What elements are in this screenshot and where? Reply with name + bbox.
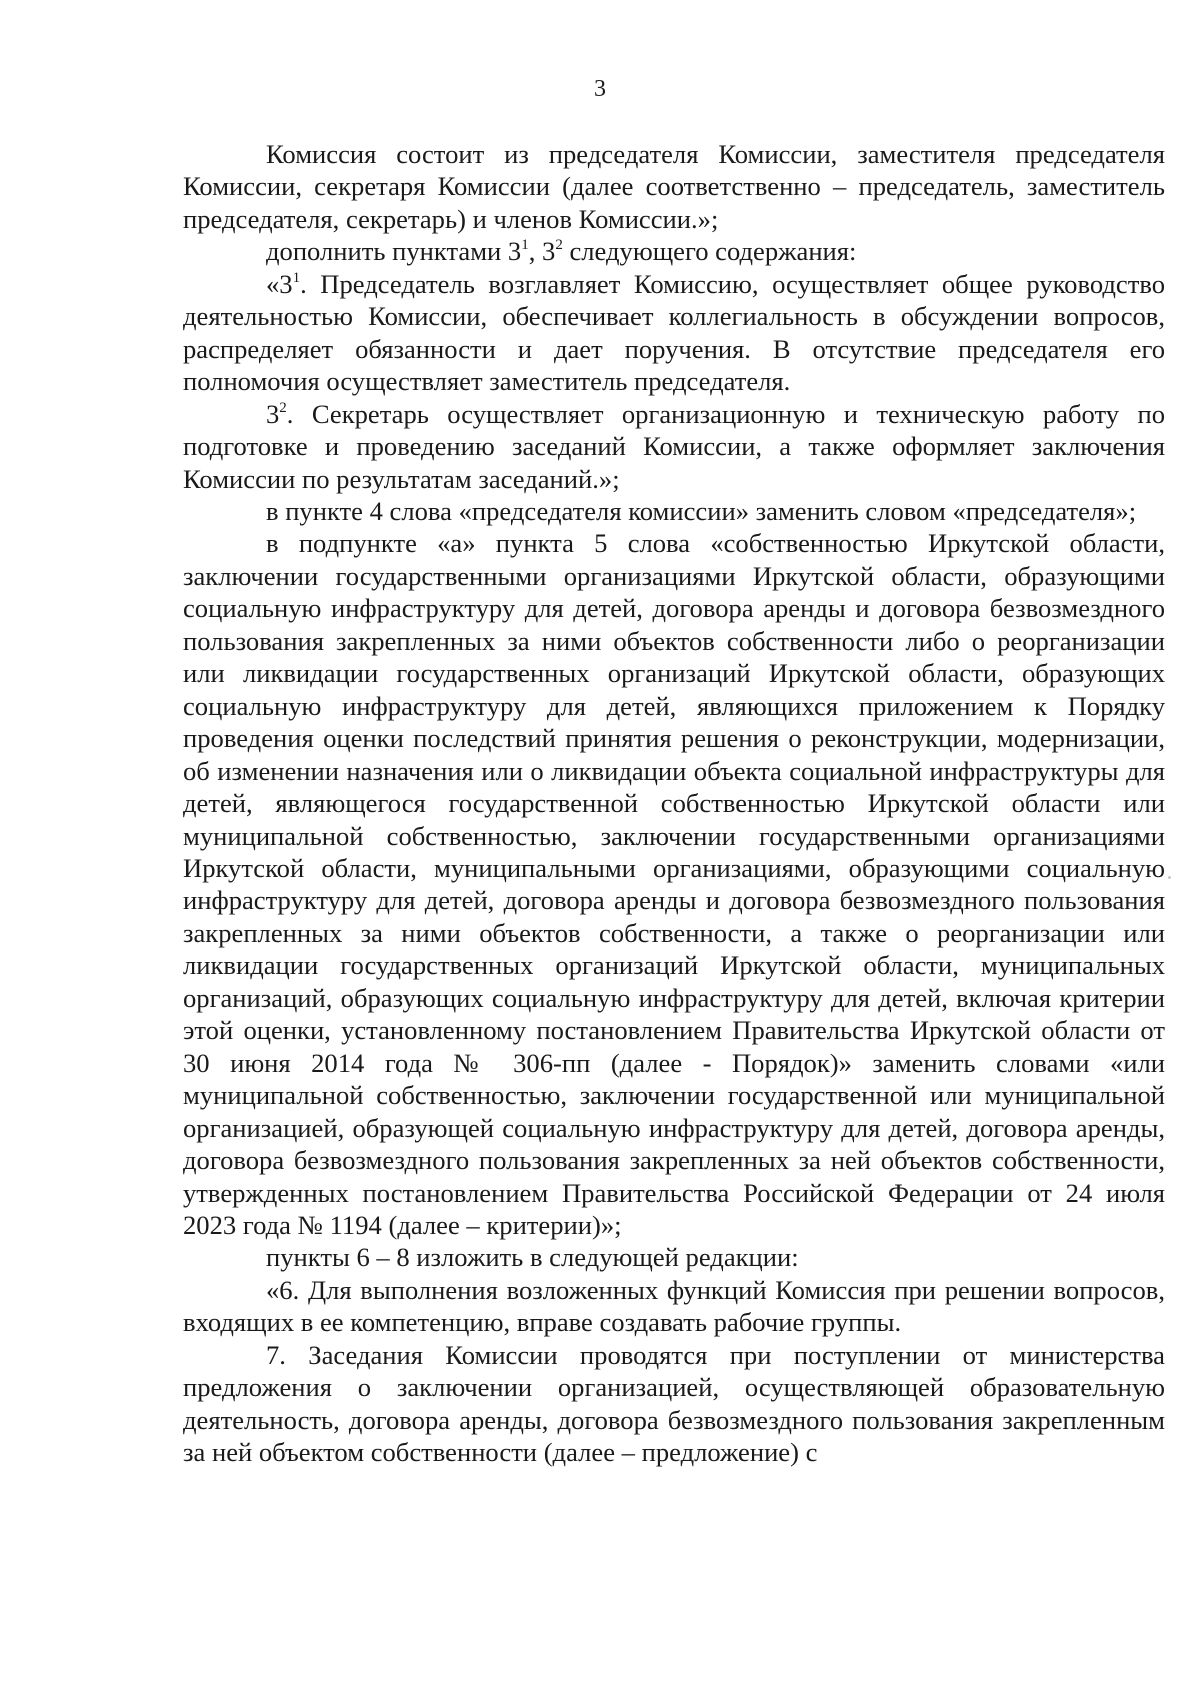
paragraph	[183, 1339, 1165, 1469]
paragraph	[183, 527, 1165, 1241]
paragraph-text: 7. Заседания Комиссии проводятся при поступлении от министерства предложения о заключении организацией, осуществляющей образовательную деятельность, договора аренды, договора безвозмездного пользования закрепленным за ней объектом собственности (далее – предложение) с	[183, 1339, 1165, 1468]
superscript-index: 2	[279, 399, 287, 416]
page-number: 3	[594, 76, 606, 102]
paragraph	[183, 1274, 1165, 1339]
paragraph	[183, 138, 1165, 235]
paragraph-text: , 3	[528, 236, 556, 267]
paragraph-text: «6. Для выполнения возложенных функций Комиссия при решении вопросов, входящих в ее компетенцию, вправе создавать рабочие группы.	[183, 1274, 1165, 1338]
paragraph	[183, 495, 1165, 527]
paragraph-text: . Секретарь осуществляет организационную и техническую работу по подготовке и проведению заседаний Комиссии, а также оформляет заключения Комиссии по результатам заседаний.»;	[183, 398, 1165, 494]
superscript-index: 1	[292, 269, 301, 286]
paragraph-text: следующего содержания:	[562, 236, 857, 267]
paragraph-text: в пункте 4 слова «председателя комиссии» заменить словом «председателя»;	[266, 495, 1137, 526]
paragraph	[183, 268, 1165, 398]
paragraph-text: Комиссия состоит из председателя Комиссии, заместителя председателя Комиссии, секретаря Комиссии (далее соответственно – председатель, заместитель председателя, секретарь) и членов Комиссии.»;	[183, 139, 1165, 234]
paragraph	[183, 1241, 1165, 1273]
paragraph-text: «3	[266, 268, 293, 299]
paragraph-text: 3	[266, 398, 280, 429]
paragraph-text: . Председатель возглавляет Комиссию, осуществляет общее руководство деятельностью Комиссии, обеспечивает коллегиальность в обсуждении вопросов, распределяет обязанности и дает поручения. В отсутствие председателя его полномочия осуществляет заместитель председателя.	[183, 268, 1165, 397]
scan-speck	[1168, 876, 1171, 879]
paragraph-text: пункты 6 – 8 изложить в следующей редакции:	[266, 1242, 799, 1273]
document-body	[183, 138, 1165, 1469]
paragraph-text: в подпункте «а» пункта 5 слова «собственностью Иркутской области, заключении государственными организациями Иркутской области, образующими социальную инфраструктуру для детей, договора аренды и договора безвозмездного пользования закрепленных за ними объектов собственности либо о реорганизации или ликвидации государственных организаций Иркутской области, образующих социальную инфраструктуру для детей, являющихся приложением к Порядку проведения оценки последствий принятия решения о реконструкции, модернизации, об изменении назначения или о ликвидации объекта социальной инфраструктуры для детей, являющегося государственной собственностью Иркутской области или муниципальной собственностью, заключении государственными организациями Иркутской области, муниципальными организациями, образующими социальную инфраструктуру для детей, договора аренды и договора безвозмездного пользования закрепленных за ними объектов собственности, а также о реорганизации или ликвидации государственных организаций Иркутской области, муниципальных организаций, образующих социальную инфраструктуру для детей, включая критерии этой оценки, установленному постановлением Правительства Иркутской области от 30 июня 2014 года № 306-пп (далее - Порядок)» заменить словами «или муниципальной собственностью, заключении государственной или муниципальной организацией, образующей социальную инфраструктуру для детей, договора аренды, договора безвозмездного пользования закрепленных за ней объектов собственности, утвержденных постановлением Правительства Российской Федерации от 24 июля 2023 года № 1194 (далее – критерии)»;	[183, 528, 1165, 1240]
paragraph	[183, 235, 1165, 267]
paragraph-text: дополнить пунктами 3	[266, 236, 522, 267]
paragraph	[183, 398, 1165, 495]
superscript-index: 1	[521, 237, 529, 254]
superscript-index: 2	[555, 237, 563, 254]
